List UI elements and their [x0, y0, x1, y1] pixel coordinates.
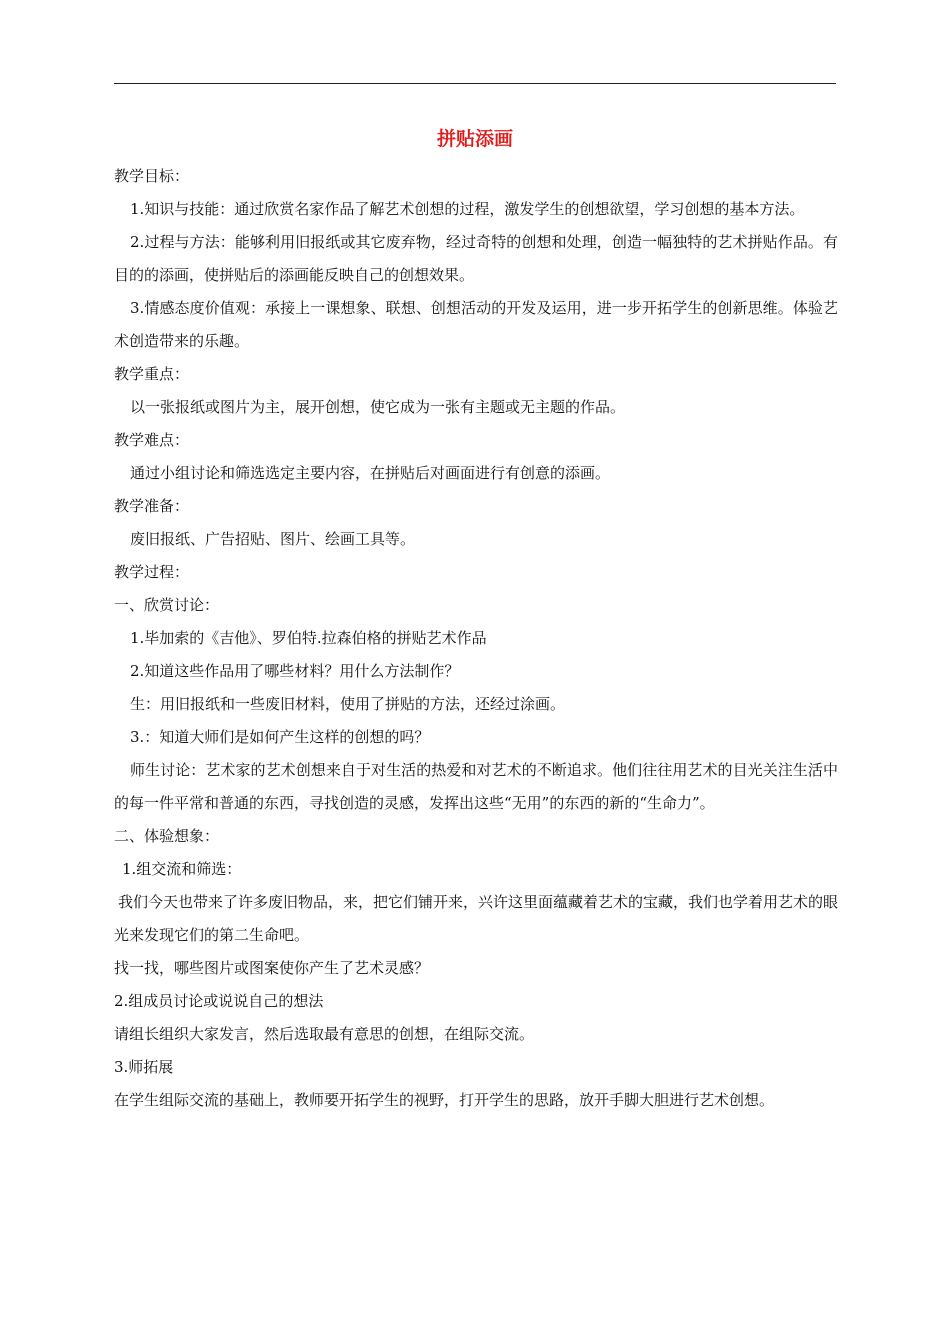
paragraph: 生：用旧报纸和一些废旧材料，使用了拼贴的方法，还经过涂画。 [130, 695, 566, 713]
paragraph: 一、欣赏讨论： [114, 596, 220, 614]
paragraph: 1.组交流和筛选： [122, 860, 242, 878]
paragraph: 通过小组讨论和筛选选定主要内容，在拼贴后对画面进行有创意的添画。 [130, 464, 611, 482]
paragraph: 教学难点： [114, 431, 190, 449]
paragraph: 请组长组织大家发言，然后选取最有意思的创想，在组际交流。 [114, 1025, 535, 1043]
paragraph: 我们今天也带来了许多废旧物品，来，把它们铺开来，兴许这里面蕴藏着艺术的宝藏，我们也学着用艺术的眼光来发现它们的第二生命吧。 [114, 893, 839, 944]
paragraph: 2.组成员讨论或说说自己的想法 [114, 992, 324, 1010]
paragraph: 找一找，哪些图片或图案使你产生了艺术灵感？ [114, 959, 430, 977]
paragraph: 2.过程与方法：能够利用旧报纸或其它废弃物，经过奇特的创想和处理，创造一幅独特的艺术拼贴作品。有目的的添画，使拼贴后的添画能反映自己的创想效果。 [114, 233, 838, 284]
paragraph: 教学重点： [114, 365, 190, 383]
paragraph: 以一张报纸或图片为主，展开创想，使它成为一张有主题或无主题的作品。 [130, 398, 626, 416]
header-rule [114, 83, 836, 84]
paragraph: 3.：知道大师们是如何产生这样的创想的吗？ [130, 728, 430, 746]
document-title: 拼贴添画 [436, 128, 513, 150]
paragraph: 1.毕加索的《吉他》、罗伯特.拉森伯格的拼贴艺术作品 [130, 629, 487, 647]
paragraph: 教学过程： [114, 563, 190, 581]
paragraph: 教学准备： [114, 497, 190, 515]
paragraph: 在学生组际交流的基础上，教师要开拓学生的视野，打开学生的思路，放开手脚大胆进行艺术创想。 [114, 1091, 775, 1109]
paragraph: 师生讨论：艺术家的艺术创想来自于对生活的热爱和对艺术的不断追求。他们往往用艺术的目光关注生活中的每一件平常和普通的东西，寻找创造的灵感，发挥出这些“无用”的东西的新的“生命力”。 [114, 761, 838, 812]
paragraph: 3.师拓展 [114, 1058, 174, 1076]
document-body [114, 160, 838, 1117]
paragraph: 二、体验想象： [114, 827, 220, 845]
paragraph: 废旧报纸、广告招贴、图片、绘画工具等。 [130, 530, 416, 548]
paragraph: 1.知识与技能：通过欣赏名家作品了解艺术创想的过程，激发学生的创想欲望，学习创想的基本方法。 [130, 200, 805, 218]
paragraph: 3.情感态度价值观：承接上一课想象、联想、创想活动的开发及运用，进一步开拓学生的创新思维。体验艺术创造带来的乐趣。 [114, 299, 838, 350]
paragraph: 教学目标： [114, 167, 190, 185]
paragraph: 2.知道这些作品用了哪些材料？用什么方法制作？ [130, 662, 460, 680]
